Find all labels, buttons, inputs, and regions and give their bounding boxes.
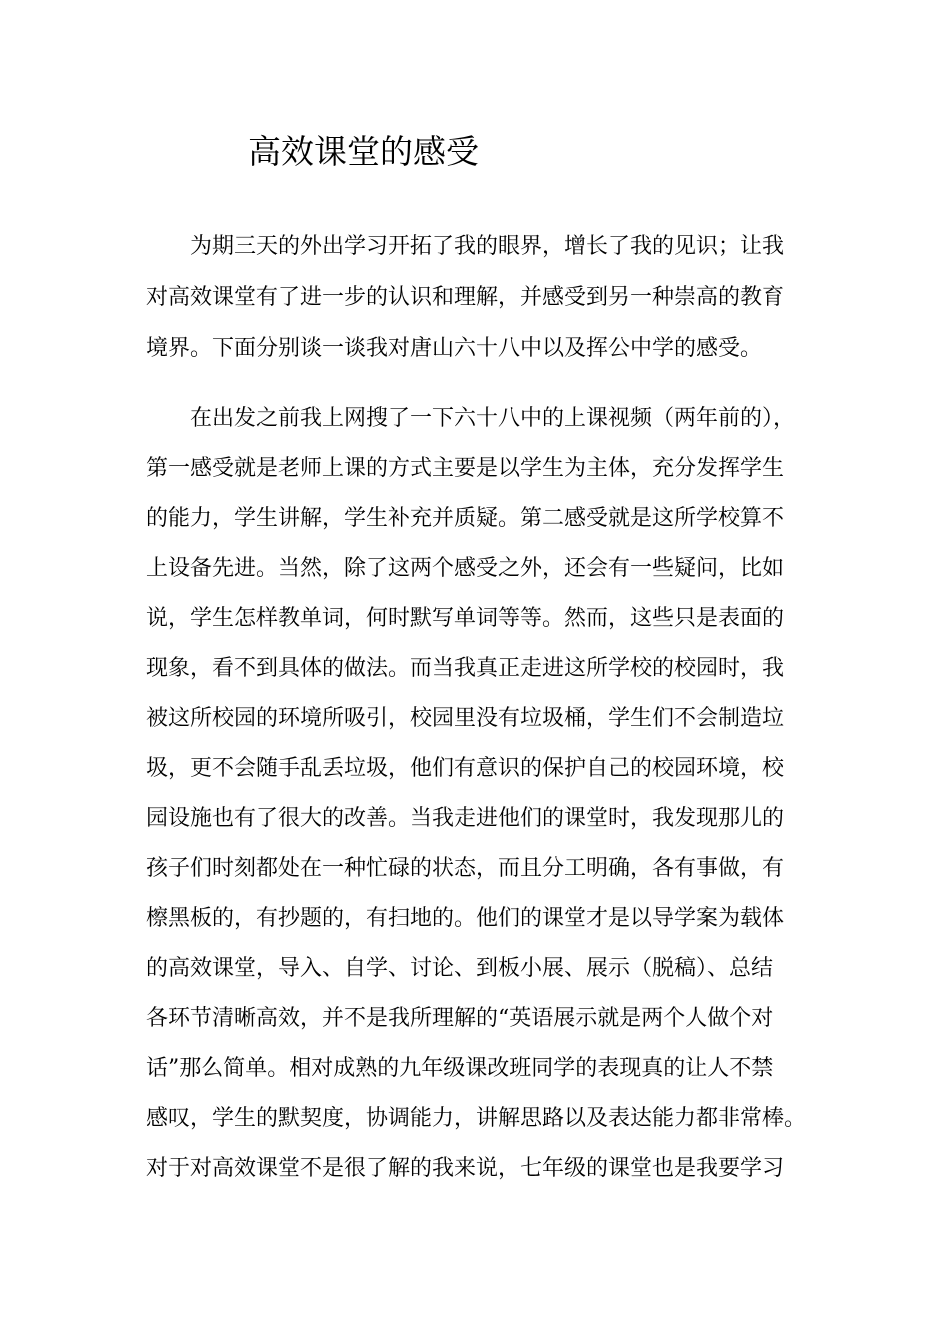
document-title: 高效课堂的感受: [248, 132, 479, 171]
paragraph-2-line-6: 现象，看不到具体的做法。而当我真正走进这所学校的校园时，我: [146, 656, 785, 681]
paragraph-1-line-2: 对高效课堂有了进一步的认识和理解，并感受到另一种崇高的教育: [146, 285, 785, 310]
paragraph-2-line-9: 园设施也有了很大的改善。当我走进他们的课堂时，我发现那儿的: [146, 806, 785, 831]
paragraph-1-line-1: 为期三天的外出学习开拓了我的眼界，增长了我的见识；让我: [190, 234, 785, 259]
paragraph-2-line-13: 各环节清晰高效，并不是我所理解的“英语展示就是两个人做个对: [146, 1006, 774, 1031]
paragraph-2-line-14: 话”那么简单。相对成熟的九年级课改班同学的表现真的让人不禁: [146, 1056, 774, 1081]
paragraph-2-line-15: 感叹，学生的默契度，协调能力，讲解思路以及表达能力都非常棒。: [146, 1106, 807, 1131]
paragraph-2-line-3: 的能力，学生讲解，学生补充并质疑。第二感受就是这所学校算不: [146, 506, 785, 531]
paragraph-2-line-8: 圾，更不会随手乱丢垃圾，他们有意识的保护自己的校园环境，校: [146, 756, 785, 781]
paragraph-2-line-2: 第一感受就是老师上课的方式主要是以学生为主体，充分发挥学生: [146, 456, 785, 481]
paragraph-2-line-11: 檫黑板的，有抄题的，有扫地的。他们的课堂才是以导学案为载体: [146, 906, 785, 931]
paragraph-2-line-12: 的高效课堂，导入、自学、讨论、到板小展、展示（脱稿）、总结: [146, 956, 774, 981]
paragraph-2-line-4: 上设备先进。当然，除了这两个感受之外，还会有一些疑问，比如: [146, 556, 785, 581]
paragraph-2-line-5: 说，学生怎样教单词，何时默写单词等等。然而，这些只是表面的: [146, 606, 785, 631]
paragraph-2-line-1: 在出发之前我上网搜了一下六十八中的上课视频（两年前的），: [190, 406, 796, 431]
paragraph-2-line-16: 对于对高效课堂不是很了解的我来说，七年级的课堂也是我要学习: [146, 1156, 785, 1181]
paragraph-2-line-10: 孩子们时刻都处在一种忙碌的状态，而且分工明确，各有事做，有: [146, 856, 785, 881]
paragraph-1-line-3: 境界。下面分别谈一谈我对唐山六十八中以及挥公中学的感受。: [146, 336, 763, 361]
paragraph-2-line-7: 被这所校园的环境所吸引，校园里没有垃圾桶，学生们不会制造垃: [146, 706, 785, 731]
